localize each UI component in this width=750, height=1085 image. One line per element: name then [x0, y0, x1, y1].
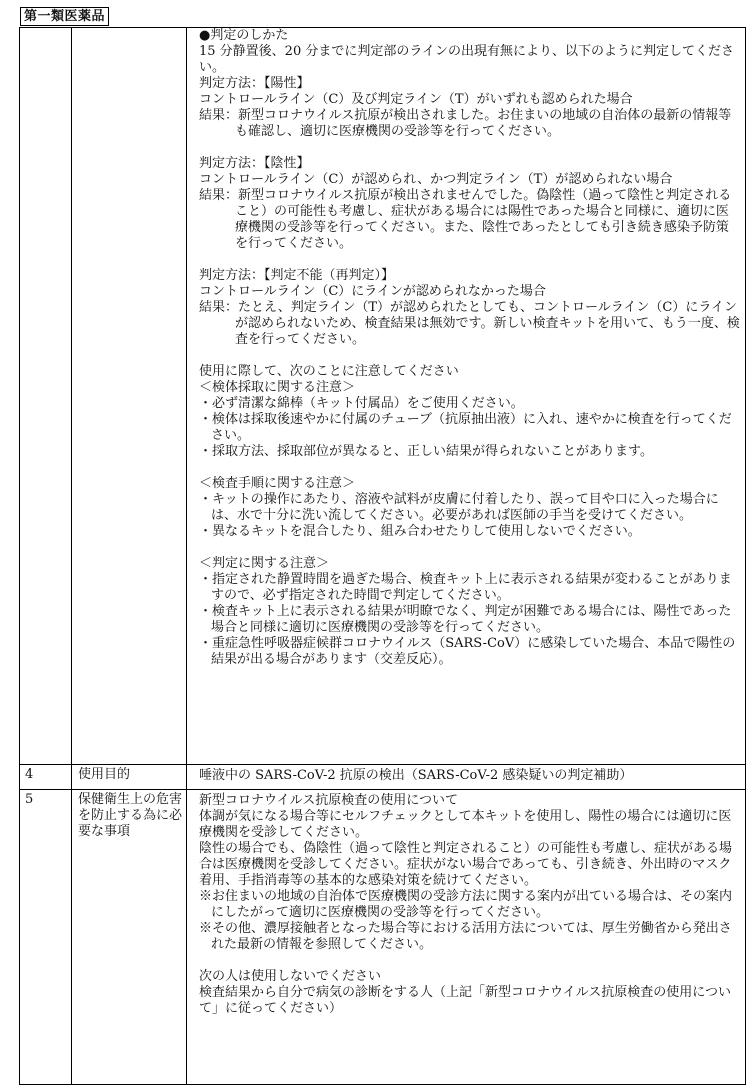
list-item: ・指定された静置時間を過ぎた場合、検査キット上に表示される結果が変わることがありますので、必ず指定された時間で判定してください。	[199, 572, 732, 603]
invalid-method: 判定方法：【判定不能（再判定）】	[199, 268, 395, 283]
hygiene-note: ※お住まいの地域の自治体で医療機関の受診方法に関する案内が出ている場合は、その案内にしたがって適切に医療機関の受診等を行ってください。	[199, 889, 733, 920]
prohibited-text: 検査結果から自分で病気の診断をする人（上記「新型コロナウイルス抗原検査の使用について」に従ってください）	[199, 985, 731, 1016]
negative-condition: コントロールライン（C）が認められ、かつ判定ライン（T）が認められない場合	[199, 172, 673, 187]
positive-method: 判定方法：【陽性】	[199, 76, 310, 91]
cautions-heading: 使用に際して、次のことに注意してください	[199, 364, 459, 379]
procedure-caution-title: ＜検査手順に関する注意＞	[199, 476, 356, 491]
hygiene-paragraph: 陰性の場合でも、偽陰性（過って陰性と判定されること）の可能性も考慮し、症状がある場合は医療機関を受診してください。症状がない場合であっても、引き続き、外出時のマスク着用、手指消毒等の基本的な感染対策を続けてください。	[199, 841, 733, 888]
table-row	[20, 790, 746, 1085]
hygiene-heading: 新型コロナウイルス抗原検査の使用について	[199, 793, 458, 808]
hygiene-content-cell	[187, 790, 746, 1085]
hygiene-paragraph: 体調が気になる場合等にセルフチェックとして本キットを使用し、陽性の場合には適切に医療機関を受診してください。	[199, 809, 732, 840]
judgment-heading: ●判定のしかた	[199, 28, 289, 43]
prohibited-heading: 次の人は使用しないでください	[199, 969, 382, 984]
row-number-cell	[20, 790, 72, 1085]
list-item: ・異なるキットを混合したり、組み合わせたりして使用しないでください。	[199, 524, 641, 539]
positive-result: 結果：新型コロナウイルス抗原が検出されました。お住まいの地域の自治体の最新の情報等も確認し、適切に医療機関の受診等を行ってください。	[199, 108, 732, 139]
list-item: ・採取方法、採取部位が異なると、正しい結果が得られないことがあります。	[199, 444, 653, 459]
purpose-text: 唾液中の SARS-CoV-2 抗原の検出（SARS-CoV-2 感染疑いの判定補助）	[199, 768, 633, 783]
row-number-cell	[20, 28, 72, 765]
list-item: ・重症急性呼吸器症候群コロナウイルス（SARS-CoV）に感染していた場合、本品で陽性の結果が出る場合があります（交差反応）。	[199, 636, 736, 667]
sampling-caution-title: ＜検体採取に関する注意＞	[199, 380, 356, 395]
row-label: 保健衛生上の危害を防止する為に必要な事項	[78, 792, 183, 839]
invalid-condition: コントロールライン（C）にラインが認められなかった場合	[199, 284, 546, 299]
row-label: 使用目的	[78, 767, 131, 782]
table-row	[20, 28, 746, 765]
package-insert-table	[19, 27, 746, 1085]
hygiene-note: ※その他、濃厚接触者となった場合等における活用方法については、厚生労働省から発出された最新の情報を参照してください。	[199, 921, 732, 952]
table-row	[20, 765, 746, 790]
interpretation-caution-title: ＜判定に関する注意＞	[199, 556, 330, 571]
positive-condition: コントロールライン（C）及び判定ライン（T）がいずれも認められた場合	[199, 92, 633, 107]
list-item: ・必ず清潔な綿棒（キット付属品）をご使用ください。	[199, 396, 524, 411]
row-label-cell	[72, 790, 187, 1085]
negative-method: 判定方法：【陰性】	[199, 156, 310, 171]
purpose-content-cell	[187, 765, 746, 790]
list-item: ・検体は採取後速やかに付属のチューブ（抗原抽出液）に入れ、速やかに検査を行ってください。	[199, 412, 732, 443]
row-number-cell	[20, 765, 72, 790]
row-label-cell	[72, 765, 187, 790]
judgment-intro: 15 分静置後、20 分までに判定部のラインの出現有無により、以下のように判定してください。	[199, 44, 734, 75]
drug-category-badge: 第一類医薬品	[20, 7, 109, 26]
list-item: ・キットの操作にあたり、溶液や試料が皮膚に付着したり、誤って目や口に入った場合には、水で十分に洗い流してください。必要があれば医師の手当を受けてください。	[199, 492, 719, 523]
row-number: 5	[25, 792, 34, 807]
negative-result: 結果：新型コロナウイルス抗原が検出されませんでした。偽陰性（過って陰性と判定されること）の可能性も考慮し、症状がある場合には陽性であった場合と同様に、適切に医療機関の受診等を行ってください。また、陰性であったとしても引き続き感染予防策を行ってください。	[199, 188, 732, 251]
invalid-result: 結果：たとえ、判定ライン（T）が認められたとしても、コントロールライン（C）にラインが認められないため、検査結果は無効です。新しい検査キットを用いて、もう一度、検査を行ってください。	[199, 300, 740, 347]
judgment-content-cell	[187, 28, 746, 765]
row-label-cell	[72, 28, 187, 765]
list-item: ・検査キット上に表示される結果が明瞭でなく、判定が困難である場合には、陽性であった場合と同様に適切に医療機関の受診等を行ってください。	[199, 604, 732, 635]
row-number: 4	[25, 767, 34, 782]
